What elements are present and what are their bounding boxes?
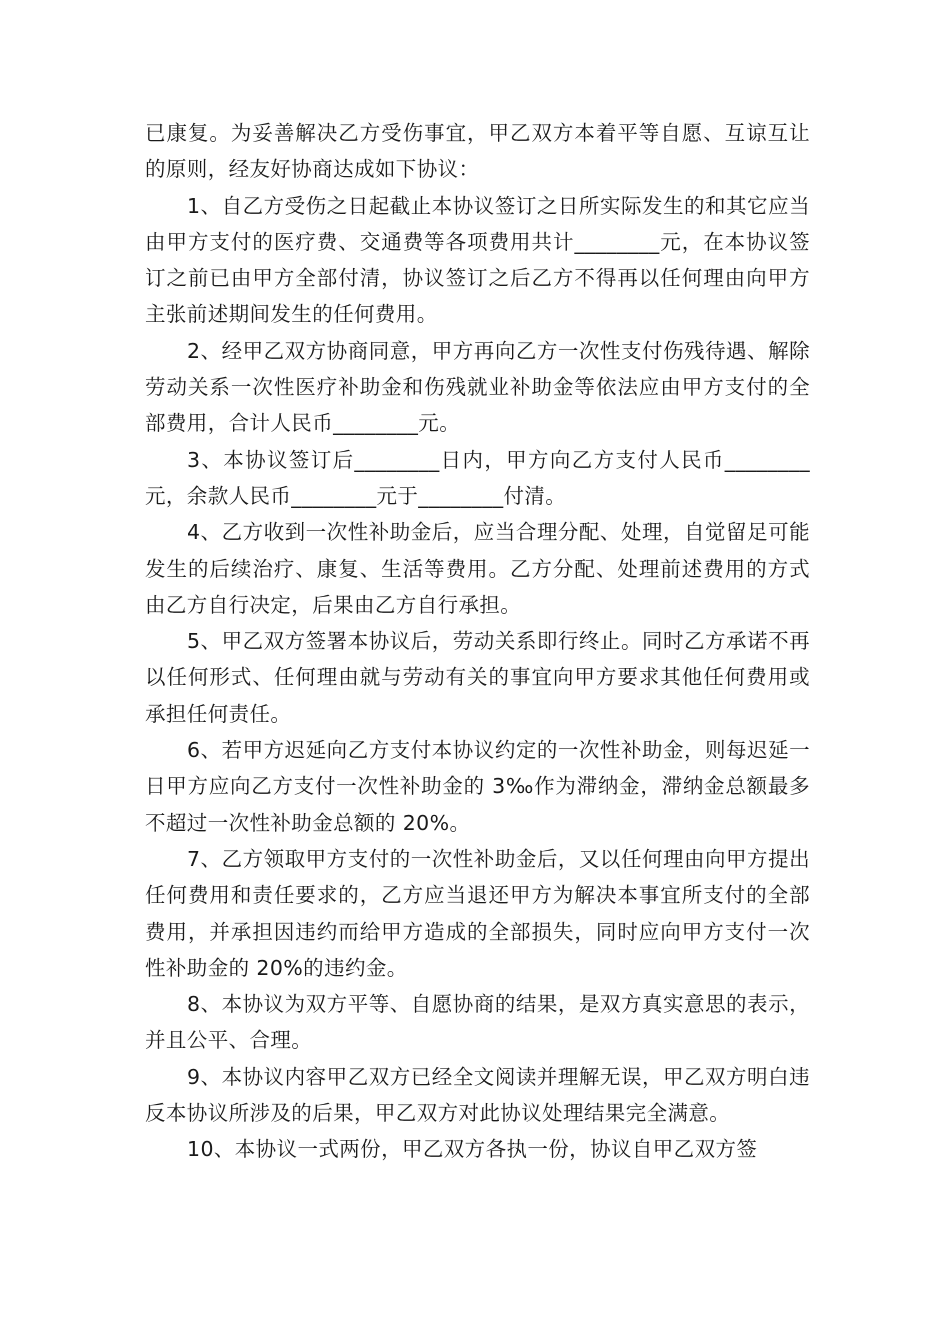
clause-1: 1、自乙方受伤之日起截止本协议签订之日所实际发生的和其它应当由甲方支付的医疗费、交通费等各项费用共计________元，在本协议签订之前已由甲方全部付清，协议签订之后乙方不得再以任何理由向甲方主张前述期间发生的任何费用。 <box>145 193 810 327</box>
clause-9: 9、本协议内容甲乙双方已经全文阅读并理解无误，甲乙双方明白违反本协议所涉及的后果，甲乙双方对此协议处理结果完全满意。 <box>145 1064 810 1126</box>
document-body <box>145 115 810 1168</box>
clause-5: 5、甲乙双方签署本协议后，劳动关系即行终止。同时乙方承诺不再以任何形式、任何理由就与劳动有关的事宜向甲方要求其他任何费用或承担任何责任。 <box>145 629 810 726</box>
clause-6: 6、若甲方迟延向乙方支付本协议约定的一次性补助金，则每迟延一日甲方应向乙方支付一次性补助金的 3‰作为滞纳金，滞纳金总额最多不超过一次性补助金总额的 20%。 <box>145 738 810 835</box>
paragraph-intro-continuation: 已康复。为妥善解决乙方受伤事宜，甲乙双方本着平等自愿、互谅互让的原则，经友好协商达成如下协议： <box>145 121 810 182</box>
clause-7: 7、乙方领取甲方支付的一次性补助金后，又以任何理由向甲方提出任何费用和责任要求的，乙方应当退还甲方为解决本事宜所支付的全部费用，并承担因违约而给甲方造成的全部损失，同时应向甲方支付一次性补助金的 20%的违约金。 <box>145 846 810 980</box>
clause-8: 8、本协议为双方平等、自愿协商的结果，是双方真实意思的表示，并且公平、合理。 <box>145 992 810 1053</box>
clause-2: 2、经甲乙双方协商同意，甲方再向乙方一次性支付伤残待遇、解除劳动关系一次性医疗补助金和伤残就业补助金等依法应由甲方支付的全部费用，合计人民币________元。 <box>145 338 810 436</box>
clause-4: 4、乙方收到一次性补助金后，应当合理分配、处理，自觉留足可能发生的后续治疗、康复、生活等费用。乙方分配、处理前述费用的方式由乙方自行决定，后果由乙方自行承担。 <box>145 520 810 617</box>
clause-10: 10、本协议一式两份，甲乙双方各执一份，协议自甲乙双方签 <box>187 1137 758 1162</box>
clause-3: 3、本协议签订后________日内，甲方向乙方支付人民币________元，余款人民币________元于________付清。 <box>145 447 810 508</box>
